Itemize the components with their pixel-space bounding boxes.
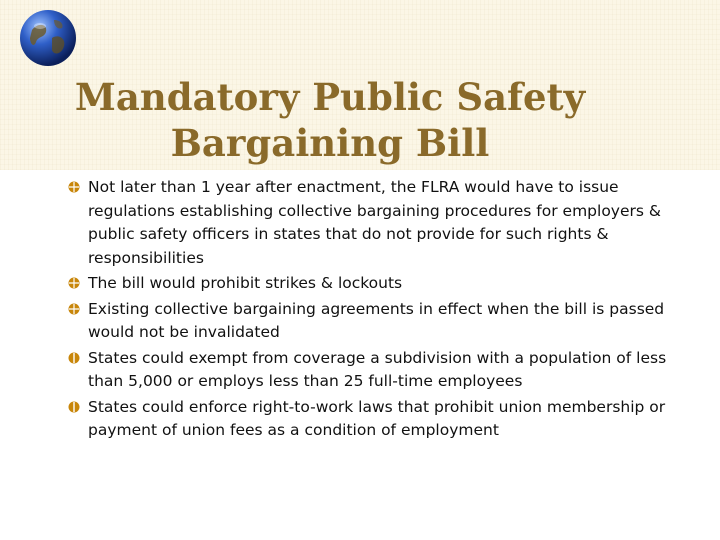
- bullet-text: The bill would prohibit strikes & lockouts: [88, 274, 403, 292]
- bullet-item: [68, 298, 668, 345]
- bullet-icon: [68, 352, 80, 364]
- bullet-icon: [68, 303, 80, 315]
- bullet-list: [68, 176, 668, 445]
- title-line-2: Bargaining Bill: [170, 121, 490, 165]
- bullet-icon: [68, 181, 80, 193]
- title-line-1: Mandatory Public Safety: [74, 75, 586, 119]
- bullet-icon: [68, 401, 80, 413]
- bullet-item: [68, 272, 668, 296]
- slide-title: [60, 74, 600, 166]
- bullet-text: States could enforce right-to-work laws that prohibit union membership or payment of union fees as a condition of employment: [88, 397, 666, 439]
- bullet-text: States could exempt from coverage a subdivision with a population of less than 5,000 or employs less than 25 full-time employees: [88, 348, 667, 390]
- bullet-item: [68, 176, 668, 270]
- bullet-text: Not later than 1 year after enactment, the FLRA would have to issue regulations establishing collective bargaining procedures for employers & public safety officers in states that do not provide for such rights & responsibilities: [88, 178, 661, 267]
- bullet-item: [68, 396, 668, 443]
- bullet-text: Existing collective bargaining agreements in effect when the bill is passed would not be invalidated: [88, 299, 665, 341]
- bullet-icon: [68, 277, 80, 289]
- bullet-item: [68, 347, 668, 394]
- globe-icon: [18, 8, 78, 68]
